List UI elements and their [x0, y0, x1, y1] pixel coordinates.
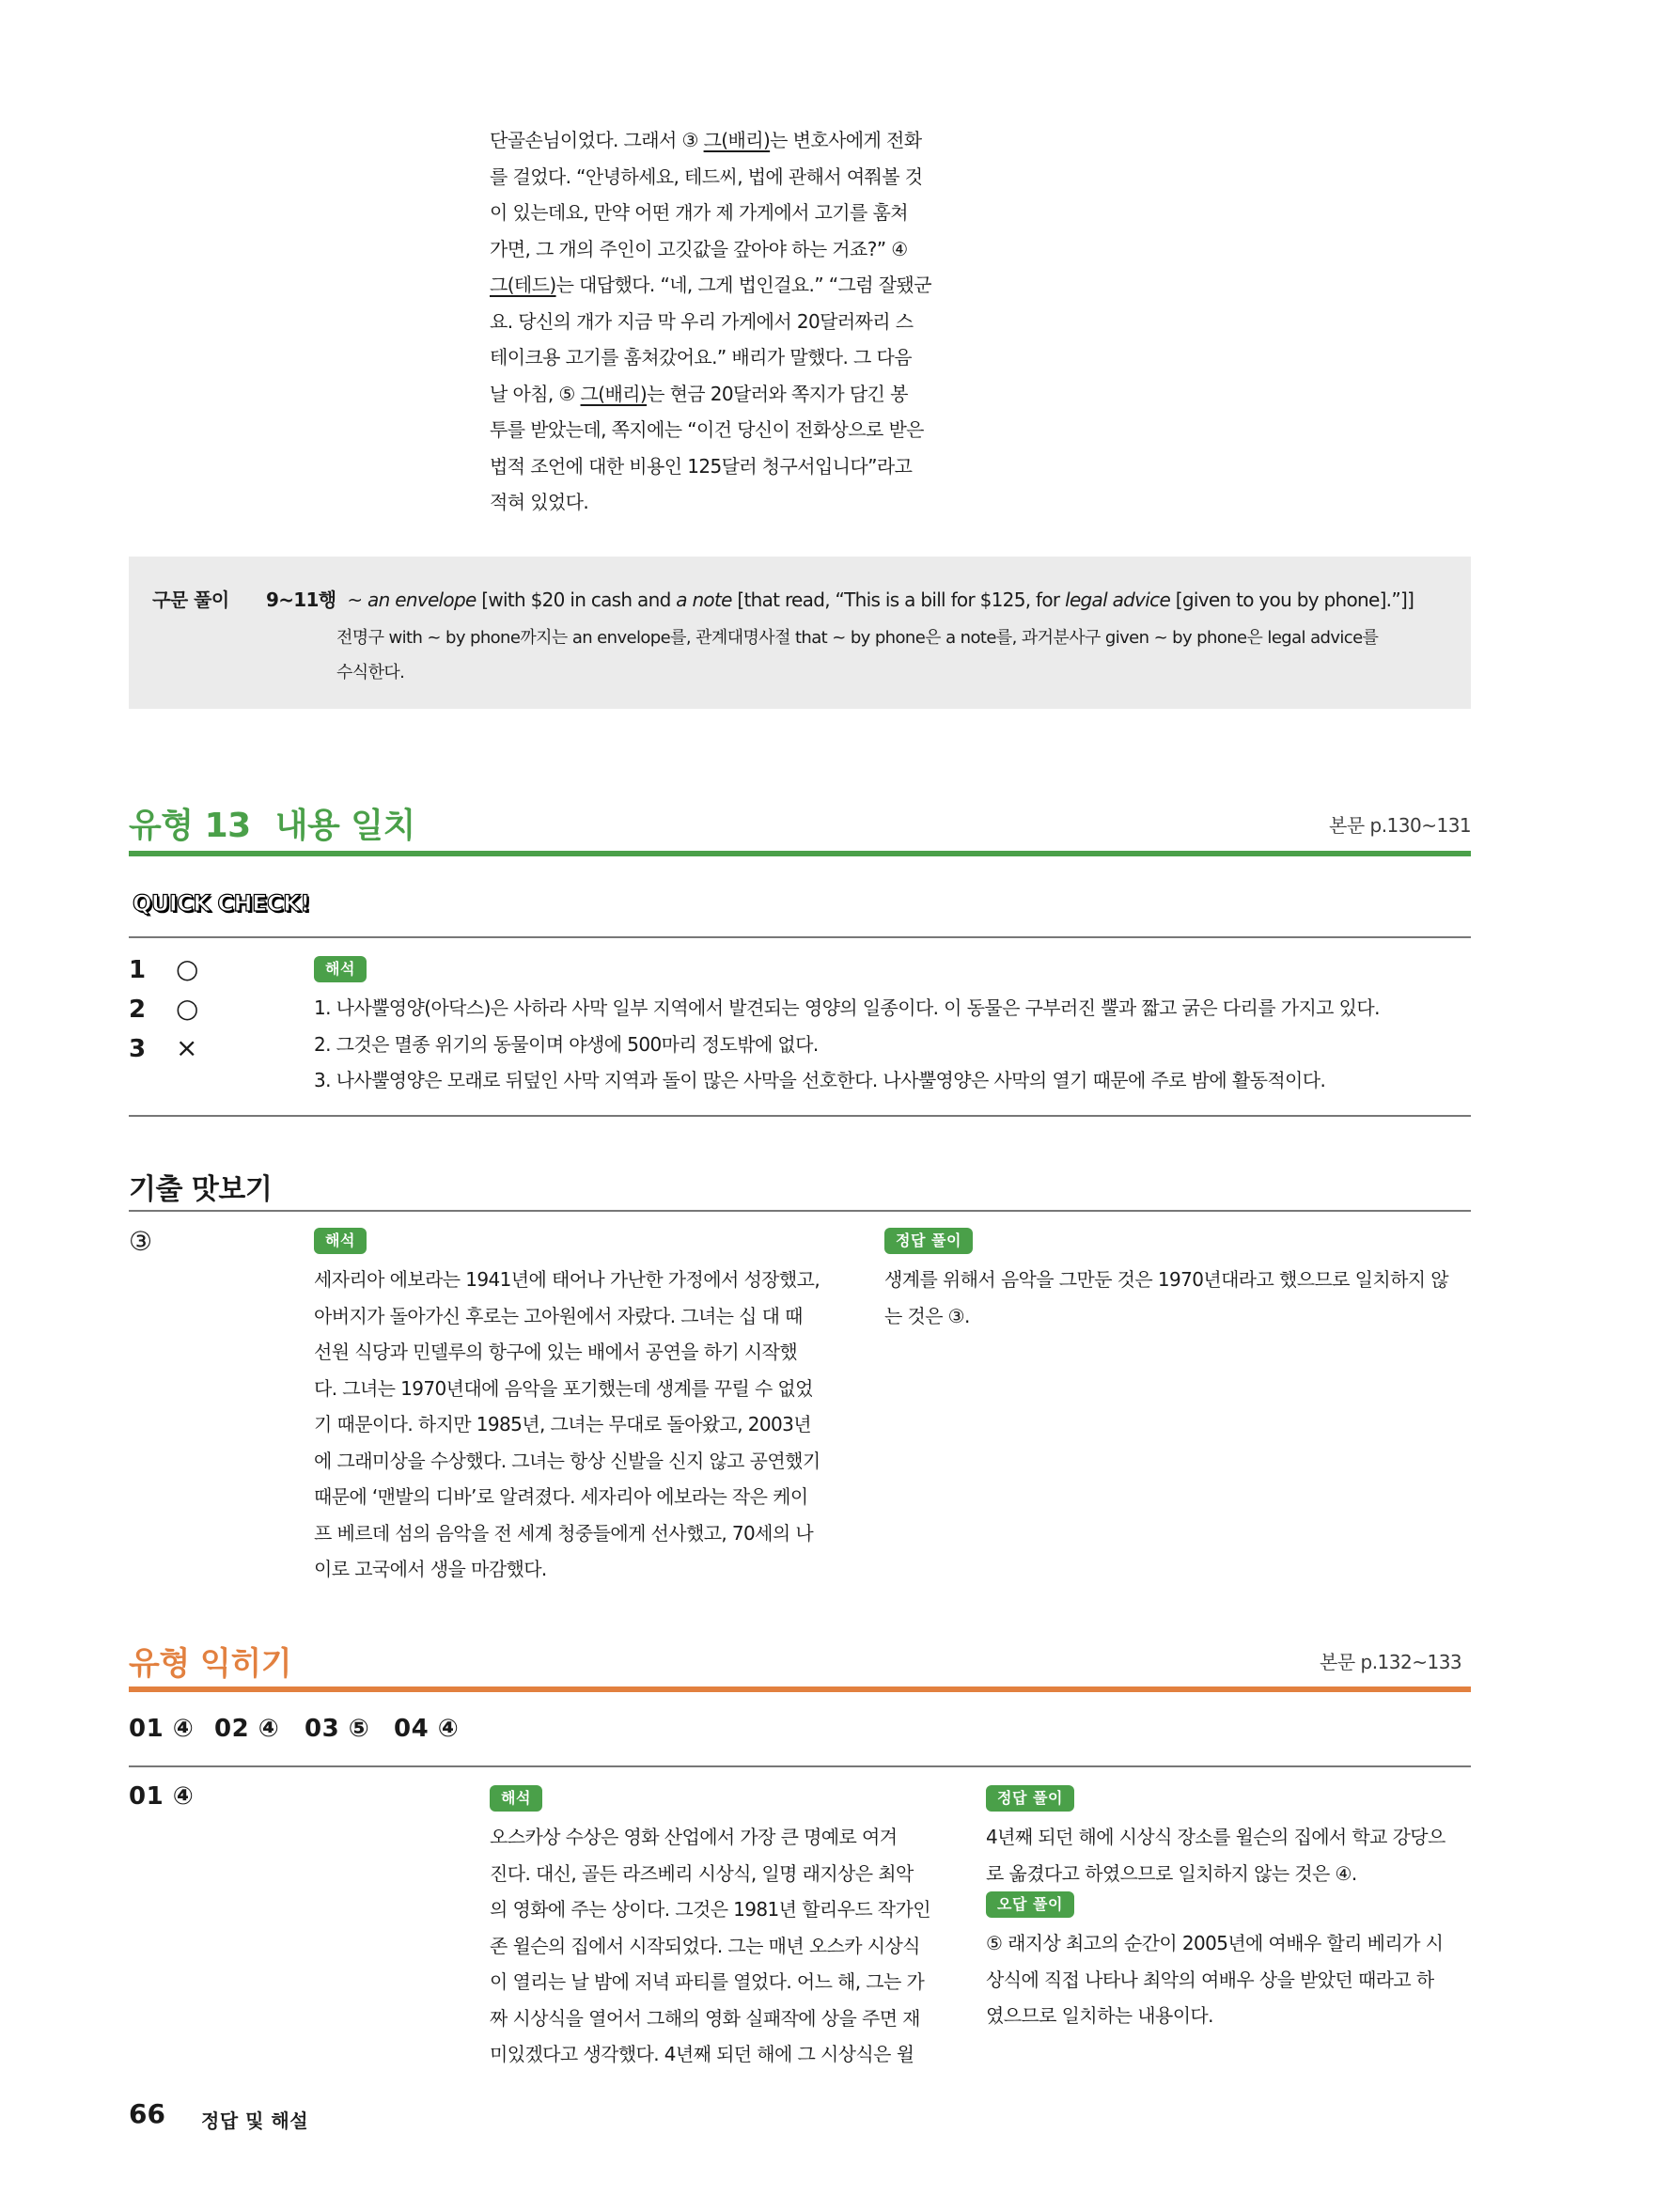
grammar-line-1: 9~11행 ~ an envelope [with $20 in cash and a note [that read, “This is a bill for $125, for legal advice [given to you by phone].”]]: [266, 588, 1414, 611]
translation-line: 선원 식당과 민델루의 항구에 있는 배에서 공연을 하기 시작했: [314, 1341, 798, 1363]
page-number: 66: [129, 2098, 165, 2129]
section-rule: [129, 851, 1471, 856]
answer-row: 2 ○: [129, 993, 199, 1024]
story-line: 를 걸었다. “안녕하세요, 테드씨, 법에 관해서 여쭤볼 것: [490, 165, 923, 188]
translation-line: 짜 시상식을 열어서 그해의 영화 실패작에 상을 주면 재: [490, 2006, 920, 2030]
translation-badge: 해석: [490, 1785, 542, 1812]
translation-line: 때문에 ‘맨발의 디바’로 알려졌다. 세자리아 에보라는 작은 케이: [314, 1485, 808, 1508]
page-reference: 본문 p.132~133: [1320, 1651, 1462, 1673]
explanation-line: 였으므로 일치하는 내용이다.: [986, 2004, 1213, 2027]
story-line: 가면, 그 개의 주인이 고깃값을 갚아야 하는 거죠?” ④: [490, 237, 908, 260]
story-line: 테이크용 고기를 훔쳐갔어요.” 배리가 말했다. 그 다음: [490, 346, 912, 369]
answer-item: 04 ④: [394, 1715, 460, 1743]
explanation-line: 생계를 위해서 음악을 그만둔 것은 1970년대라고 했으므로 일치하지 않: [884, 1268, 1448, 1291]
grammar-line-2: 전명구 with ~ by phone까지는 an envelope를, 관계대명사절 that ~ by phone은 a note를, 과거분사구 given ~ by phone은 legal advice를: [336, 628, 1379, 648]
answer-mark: ③: [129, 1226, 153, 1257]
translation-line: 미있겠다고 생각했다. 4년째 되던 해에 그 시상식은 윌: [490, 2043, 914, 2065]
explanation-line: 로 옮겼다고 하였으므로 일치하지 않는 것은 ④.: [986, 1861, 1357, 1885]
section-title: [129, 799, 415, 847]
section-rule: [129, 1686, 1471, 1692]
section-title: 유형 익히기: [129, 1645, 292, 1683]
translation-line: 이 열리는 날 밤에 저녁 파티를 열었다. 어느 해, 그는 가: [490, 1970, 925, 1993]
translation-line: 오스카상 수상은 영화 산업에서 가장 큰 명예로 여겨: [490, 1826, 898, 1848]
story-line: 이 있는데요, 만약 어떤 개가 제 가게에서 고기를 훔쳐: [490, 201, 908, 224]
gichul-translation: [314, 1262, 820, 1588]
translation-badge: 해석: [314, 956, 367, 982]
story-line: 단골손님이었다. 그래서 ③ 그(배리)는 변호사에게 전화: [490, 129, 922, 151]
grammar-lines: [266, 585, 1414, 690]
translation-line: 에 그래미상을 수상했다. 그녀는 항상 신발을 신지 않고 공연했기: [314, 1449, 820, 1472]
grammar-line-ref: 9~11행: [266, 588, 336, 611]
explanation-line: 는 것은 ③.: [884, 1304, 970, 1327]
section-name: 내용 일치: [274, 807, 415, 845]
explanation-line: 4년째 되던 해에 시상식 장소를 윌슨의 집에서 학교 강당으: [986, 1826, 1445, 1848]
practice-wrong-explanation: [986, 1925, 1443, 2034]
quick-check-translation: [314, 990, 1380, 1099]
answer-summary: [129, 1715, 459, 1743]
question-label: 01 ④: [129, 1782, 195, 1811]
page-reference: 본문 p.130~131: [1329, 814, 1472, 837]
grammar-label: 구문 풀이: [152, 588, 229, 611]
translation-line: 아버지가 돌아가신 후로는 고아원에서 자랐다. 그녀는 십 대 때: [314, 1304, 803, 1327]
story-line: 요. 당신의 개가 지금 막 우리 가게에서 20달러짜리 스: [490, 309, 914, 333]
answer-row: 1 ○: [129, 953, 199, 984]
translation-line: 진다. 대신, 골든 라즈베리 시상식, 일명 래지상은 최악: [490, 1861, 914, 1885]
answer-explanation-badge: 정답 풀이: [986, 1785, 1074, 1812]
translation-line: 이로 고국에서 생을 마감했다.: [314, 1558, 547, 1580]
translation-line: 1. 나사뿔영양(아닥스)은 사하라 사막 일부 지역에서 발견되는 영양의 일종이다. 이 동물은 구부러진 뿔과 짧고 굵은 다리를 가지고 있다.: [314, 996, 1380, 1019]
answer-item: 03 ⑤: [305, 1715, 370, 1743]
translation-line: 3. 나사뿔영양은 모래로 뒤덮인 사막 지역과 돌이 많은 사막을 선호한다. 나사뿔영양은 사막의 열기 때문에 주로 밤에 활동적이다.: [314, 1069, 1326, 1091]
gichul-answer-explanation: [884, 1262, 1448, 1334]
answer-row: 3 ×: [129, 1032, 198, 1063]
divider: [129, 1765, 1471, 1767]
story-line: 날 아침, ⑤ 그(배리)는 현금 20달러와 쪽지가 담긴 봉: [490, 382, 908, 405]
grammar-box: [129, 557, 1471, 709]
story-line: 투를 받았는데, 쪽지에는 “이건 당신이 전화상으로 받은: [490, 418, 924, 441]
section-number: 유형 13: [129, 807, 251, 845]
practice-translation: [490, 1819, 930, 2073]
translation-line: 2. 그것은 멸종 위기의 동물이며 야생에 500마리 정도밖에 없다.: [314, 1032, 819, 1056]
practice-answer-explanation: [986, 1819, 1445, 1891]
answer-item: 01 ④: [129, 1715, 195, 1743]
wrong-answer-badge: 오답 풀이: [986, 1891, 1074, 1918]
subsection-title: 기출 맛보기: [129, 1173, 273, 1206]
quick-check-label: QUICK CHECK!: [133, 890, 310, 917]
answer-explanation-badge: 정답 풀이: [884, 1228, 973, 1254]
grammar-line-3: 수식한다.: [336, 663, 405, 682]
footer-label: 정답 및 해설: [201, 2110, 309, 2132]
story-line: 적혀 있었다.: [490, 491, 589, 513]
explanation-line: ⑤ 래지상 최고의 순간이 2005년에 여배우 할리 베리가 시: [986, 1932, 1444, 1954]
translation-line: 의 영화에 주는 상이다. 그것은 1981년 할리우드 작가인: [490, 1898, 930, 1921]
translation-line: 프 베르데 섬의 음악을 전 세계 청중들에게 선사했고, 70세의 나: [314, 1521, 814, 1545]
translation-line: 다. 그녀는 1970년대에 음악을 포기했는데 생계를 꾸릴 수 없었: [314, 1376, 813, 1400]
translation-line: 존 윌슨의 집에서 시작되었다. 그는 매년 오스카 시상식: [490, 1934, 920, 1957]
story-line: 그(테드)는 대답했다. “네, 그게 법인걸요.” “그럼 잘됐군: [490, 274, 931, 296]
story-line: 법적 조언에 대한 비용인 125달러 청구서입니다”라고: [490, 454, 913, 478]
divider: [129, 936, 1471, 938]
divider: [129, 1210, 1471, 1212]
story-paragraph: [490, 122, 941, 521]
translation-line: 세자리아 에보라는 1941년에 태어나 가난한 가정에서 성장했고,: [314, 1268, 820, 1291]
quick-check-answers: [129, 953, 198, 1072]
answer-item: 02 ④: [214, 1715, 280, 1743]
divider: [129, 1115, 1471, 1117]
explanation-line: 상식에 직접 나타나 최악의 여배우 상을 받았던 때라고 하: [986, 1968, 1434, 1991]
translation-line: 기 때문이다. 하지만 1985년, 그녀는 무대로 돌아왔고, 2003년: [314, 1413, 811, 1435]
translation-badge: 해석: [314, 1228, 367, 1254]
